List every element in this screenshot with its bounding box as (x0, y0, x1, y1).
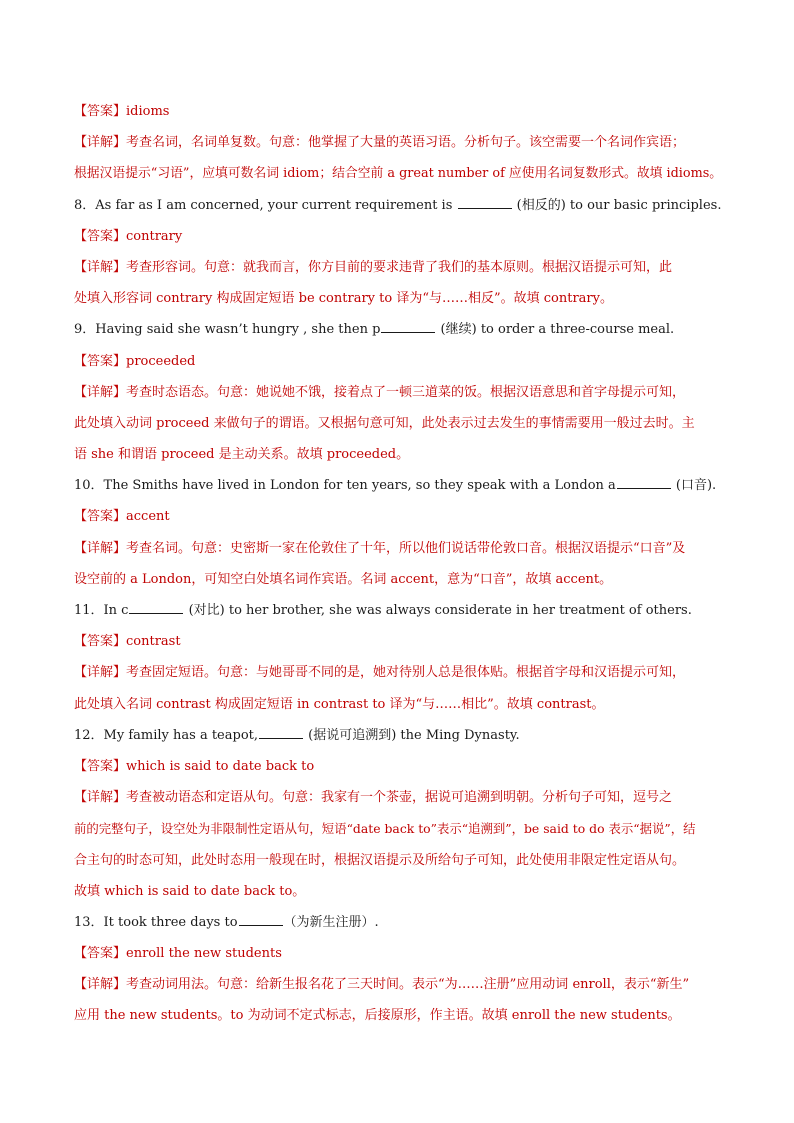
answer-blank (129, 599, 183, 614)
answer-line (74, 501, 724, 532)
detail-line: 此处填入名词 contrast 构成固定短语 in contrast to 译为“与……相比”。故填 contrast。 (74, 696, 605, 712)
question-stem: （为新生注册）. (283, 914, 379, 930)
question-9 (74, 314, 724, 345)
detail-text: 考查动词用法。句意：给新生报名花了三天时间。表示“为……注册”应用动词 enroll，表示“新生” (126, 977, 690, 993)
detail-tag: 【详解】 (74, 540, 127, 556)
answer-text: which is said to date back to (126, 758, 315, 774)
question-stem: In c (103, 603, 129, 618)
detail-tag: 【详解】 (74, 665, 127, 681)
detail-text: 考查名词。句意：史密斯一家在伦敦住了十年，所以他们说话带伦敦口音。根据汉语提示“口音”及 (126, 540, 686, 556)
detail-text: 考查时态语态。句意：她说她不饿，接着点了一顿三道菜的饭。根据汉语意思和首字母提示可知， (126, 384, 686, 400)
detail-line (74, 782, 724, 813)
question-stem: Having said she wasn’t hungry , she then p (95, 322, 381, 338)
detail-line: 故填 which is said to date back to。 (74, 883, 306, 899)
question-stem: (据说可追溯到) the Ming Dynasty. (304, 727, 520, 743)
document-page (74, 96, 724, 1032)
question-number: 8． (74, 197, 96, 213)
detail-line: 合主句的时态可知，此处时态用一般现在时，根据汉语提示及所给句子可知，此处使用非限定性定语从句。 (74, 852, 686, 868)
question-12 (74, 720, 724, 751)
question-number: 12． (74, 727, 104, 743)
question-stem: (相反的) to our basic principles. (512, 197, 722, 213)
detail-line: 前的完整句子，设空处为非限制性定语从句，短语“date back to”表示“追溯到”，be said to do 表示“据说”，结 (74, 821, 696, 837)
answer-tag: 【答案】 (74, 758, 127, 774)
question-stem: (继续) to order a three-course meal. (436, 322, 675, 338)
detail-text: 考查名词，名词单复数。句意：他掌握了大量的英语习语。分析句子。该空需要一个名词作宾语； (126, 135, 686, 151)
question-number: 9． (74, 322, 96, 338)
detail-line: 处填入形容词 contrary 构成固定短语 be contrary to 译为“与……相反”。故填 contrary。 (74, 291, 613, 307)
answer-tag: 【答案】 (74, 509, 127, 525)
detail-tag: 【详解】 (74, 384, 127, 400)
detail-text: 考查被动语态和定语从句。句意：我家有一个茶壶，据说可追溯到明朝。分析句子可知，逗号之 (126, 790, 673, 806)
detail-line (74, 969, 724, 1000)
answer-tag: 【答案】 (74, 104, 127, 119)
detail-line: 此处填入动词 proceed 来做句子的谓语。又根据句意可知，此处表示过去发生的事情需要用一般过去时。主 (74, 415, 695, 431)
detail-tag: 【详解】 (74, 977, 127, 993)
question-stem: My family has a teapot, (103, 727, 258, 743)
question-number: 11． (74, 603, 104, 618)
answer-blank (259, 724, 303, 739)
detail-tag: 【详解】 (74, 135, 127, 151)
answer-blank (381, 318, 435, 333)
detail-line: 设空前的 a London，可知空白处填名词作宾语。名词 accent，意为“口音”，故填 accent。 (74, 571, 613, 587)
detail-text: 考查形容词。句意：就我而言，你方目前的要求违背了我们的基本原则。根据汉语提示可知，此 (126, 259, 673, 275)
answer-tag: 【答案】 (74, 946, 127, 962)
detail-tag: 【详解】 (74, 790, 127, 806)
question-11 (74, 595, 724, 626)
question-stem: As far as I am concerned, your current requirement is (95, 197, 457, 213)
detail-line (74, 252, 724, 283)
detail-line (74, 377, 724, 408)
answer-line (74, 938, 724, 969)
question-13 (74, 907, 724, 938)
answer-blank (239, 911, 283, 926)
question-8 (74, 190, 724, 221)
answer-blank (617, 474, 671, 489)
question-number: 13． (74, 914, 104, 930)
answer-tag: 【答案】 (74, 228, 127, 244)
answer-line (74, 626, 724, 657)
detail-line (74, 127, 724, 158)
answer-line (74, 221, 724, 252)
detail-line (74, 533, 724, 564)
question-stem: (口音). (671, 478, 717, 494)
detail-line: 语 she 和谓语 proceed 是主动关系。故填 proceeded。 (74, 447, 410, 463)
question-10 (74, 470, 724, 501)
answer-text: idioms (126, 104, 170, 119)
answer-blank (458, 194, 512, 209)
detail-line (74, 657, 724, 688)
answer-text: proceeded (126, 353, 196, 369)
question-stem: (对比) to her brother, she was always considerate in her treatment of others. (184, 603, 692, 618)
answer-line (74, 346, 724, 377)
answer-line (74, 751, 724, 782)
answer-text: contrast (126, 634, 181, 650)
detail-line: 根据汉语提示“习语”，应填可数名词 idiom；结合空前 a great number of 应使用名词复数形式。故填 idioms。 (74, 166, 723, 182)
question-number: 10． (74, 478, 104, 494)
answer-tag: 【答案】 (74, 353, 127, 369)
answer-line (74, 96, 724, 127)
answer-text: contrary (126, 228, 183, 244)
detail-tag: 【详解】 (74, 259, 127, 275)
detail-line: 应用 the new students。to 为动词不定式标志，后接原形，作主语。故填 enroll the new students。 (74, 1008, 681, 1024)
answer-tag: 【答案】 (74, 634, 127, 650)
answer-text: accent (126, 509, 170, 525)
question-stem: The Smiths have lived in London for ten years, so they speak with a London a (103, 478, 616, 494)
question-stem: It took three days to (103, 914, 238, 930)
detail-text: 考查固定短语。句意：与她哥哥不同的是，她对待别人总是很体贴。根据首字母和汉语提示可知， (126, 665, 686, 681)
answer-text: enroll the new students (126, 946, 282, 962)
